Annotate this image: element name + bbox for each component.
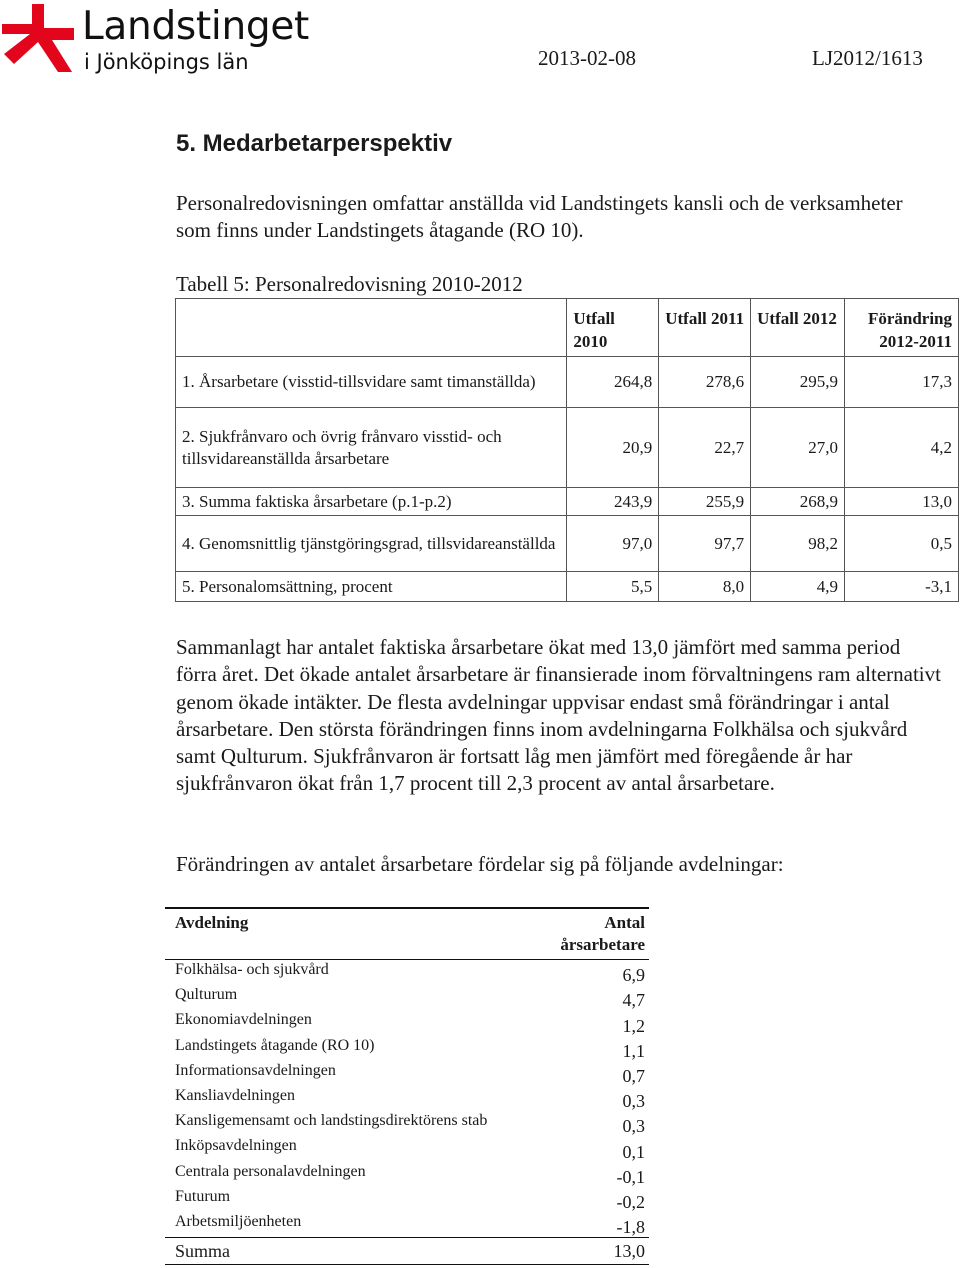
department-value: 0,7 (622, 1065, 645, 1086)
row-label: 5. Personalomsättning, procent (176, 572, 567, 602)
department-table (165, 907, 649, 1265)
organization-logo (0, 0, 320, 84)
cell-value: 0,5 (845, 516, 959, 572)
cell-value: 8,0 (659, 572, 751, 602)
sum-row (165, 1238, 649, 1265)
department-value: 0,3 (622, 1116, 645, 1137)
column-header (176, 299, 567, 357)
personnel-table (175, 298, 959, 602)
table-row (165, 1036, 649, 1061)
row-label: 2. Sjukfrånvaro och övrig frånvaro visstid- och tillsvidareanställda årsarbetare (176, 408, 567, 488)
cell-value: 98,2 (751, 516, 845, 572)
table-row (176, 357, 959, 408)
cell-value: 13,0 (845, 488, 959, 516)
cell-value: 268,9 (751, 488, 845, 516)
table-row (165, 960, 649, 986)
department-value: 6,9 (622, 965, 645, 986)
cell-value: 97,7 (659, 516, 751, 572)
column-header: Avdelning (165, 908, 545, 960)
department-name: Ekonomiavdelningen (175, 1011, 312, 1029)
department-subheading: Förändringen av antalet årsarbetare fördelar sig på följande avdelningar: (176, 852, 784, 876)
table-row (165, 985, 649, 1010)
table-row (176, 408, 959, 488)
cell-value: 243,9 (567, 488, 659, 516)
cell-value: 27,0 (751, 408, 845, 488)
cross-logo-icon (0, 2, 80, 74)
cell-value: 264,8 (567, 357, 659, 408)
department-name: Inköpsavdelningen (175, 1137, 297, 1155)
table-row (165, 1212, 649, 1238)
department-name: Centrala personalavdelningen (175, 1162, 366, 1180)
sum-value: 13,0 (545, 1238, 649, 1265)
logo-name: Landstinget (82, 4, 310, 49)
department-name: Qulturum (175, 986, 238, 1004)
cell-value: 255,9 (659, 488, 751, 516)
summary-paragraph: Sammanlagt har antalet faktiska årsarbetare ökat med 13,0 jämfört med samma period förra året. Det ökade antalet årsarbetare är finansierade inom förvaltningens ram alternativt genom ökade intäkter. De flesta avdelningar uppvisar endast små förändringar i antal årsarbetare. Den största förändringen finns inom avdelningarna Folkhälsa och sjukvård samt Qulturum. Sjukfrånvaron är fortsatt låg men jämfört med föregående år har sjukfrånvaron ökat från 1,7 procent till 2,3 procent av antal årsarbetare. (176, 635, 941, 796)
table-row (165, 1111, 649, 1136)
cell-value: 295,9 (751, 357, 845, 408)
table-row (165, 1061, 649, 1086)
cell-value: -3,1 (845, 572, 959, 602)
department-value: 0,1 (622, 1141, 645, 1162)
section-title: 5. Medarbetarperspektiv (176, 130, 453, 157)
cell-value: 22,7 (659, 408, 751, 488)
department-name: Kansligemensamt och landstingsdirektörens stab (175, 1112, 488, 1130)
row-label: 4. Genomsnittlig tjänstgöringsgrad, tillsvidareanställda (176, 516, 567, 572)
cell-value: 17,3 (845, 357, 959, 408)
cell-value: 20,9 (567, 408, 659, 488)
column-header: Antal årsarbetare (545, 908, 649, 960)
column-header: Utfall 2011 (659, 299, 751, 357)
department-value: 4,7 (622, 990, 645, 1011)
department-value: -1,8 (616, 1217, 645, 1238)
table-row (165, 1187, 649, 1212)
department-value: 0,3 (622, 1091, 645, 1112)
row-label: 3. Summa faktiska årsarbetare (p.1-p.2) (176, 488, 567, 516)
cell-value: 5,5 (567, 572, 659, 602)
logo-subtitle: i Jönköpings län (84, 50, 249, 74)
intro-paragraph: Personalredovisningen omfattar anställda vid Landstingets kansli och de verksamheter som finns under Landstingets åtagande (RO 10). (176, 191, 903, 242)
department-name: Folkhälsa- och sjukvård (175, 961, 329, 978)
cell-value: 4,9 (751, 572, 845, 602)
column-header: Utfall 2010 (567, 299, 659, 357)
department-name: Landstingets åtagande (RO 10) (175, 1036, 375, 1054)
column-header: Förändring 2012-2011 (845, 299, 959, 357)
table-row (165, 1086, 649, 1111)
document-date: 2013-02-08 (538, 46, 636, 70)
row-label: 1. Årsarbetare (visstid-tillsvidare samt timanställda) (176, 357, 567, 408)
table-row (165, 1010, 649, 1035)
table-row (165, 1162, 649, 1187)
table-header-row (176, 299, 959, 357)
table-caption: Tabell 5: Personalredovisning 2010-2012 (176, 272, 523, 296)
cell-value: 278,6 (659, 357, 751, 408)
department-name: Futurum (175, 1187, 231, 1205)
department-value: 1,1 (622, 1040, 645, 1061)
cell-value: 4,2 (845, 408, 959, 488)
table-header-row (165, 908, 649, 960)
department-name: Kansliavdelningen (175, 1086, 295, 1104)
department-value: -0,2 (616, 1191, 645, 1212)
document-reference: LJ2012/1613 (812, 46, 923, 70)
column-header: Utfall 2012 (751, 299, 845, 357)
department-name: Informationsavdelningen (175, 1061, 336, 1079)
table-row (176, 572, 959, 602)
department-value: 1,2 (622, 1015, 645, 1036)
sum-label: Summa (165, 1238, 545, 1265)
table-row (165, 1136, 649, 1161)
table-row (176, 516, 959, 572)
department-name: Arbetsmiljöenheten (175, 1212, 302, 1230)
table-row (176, 488, 959, 516)
department-value: -0,1 (616, 1166, 645, 1187)
cell-value: 97,0 (567, 516, 659, 572)
